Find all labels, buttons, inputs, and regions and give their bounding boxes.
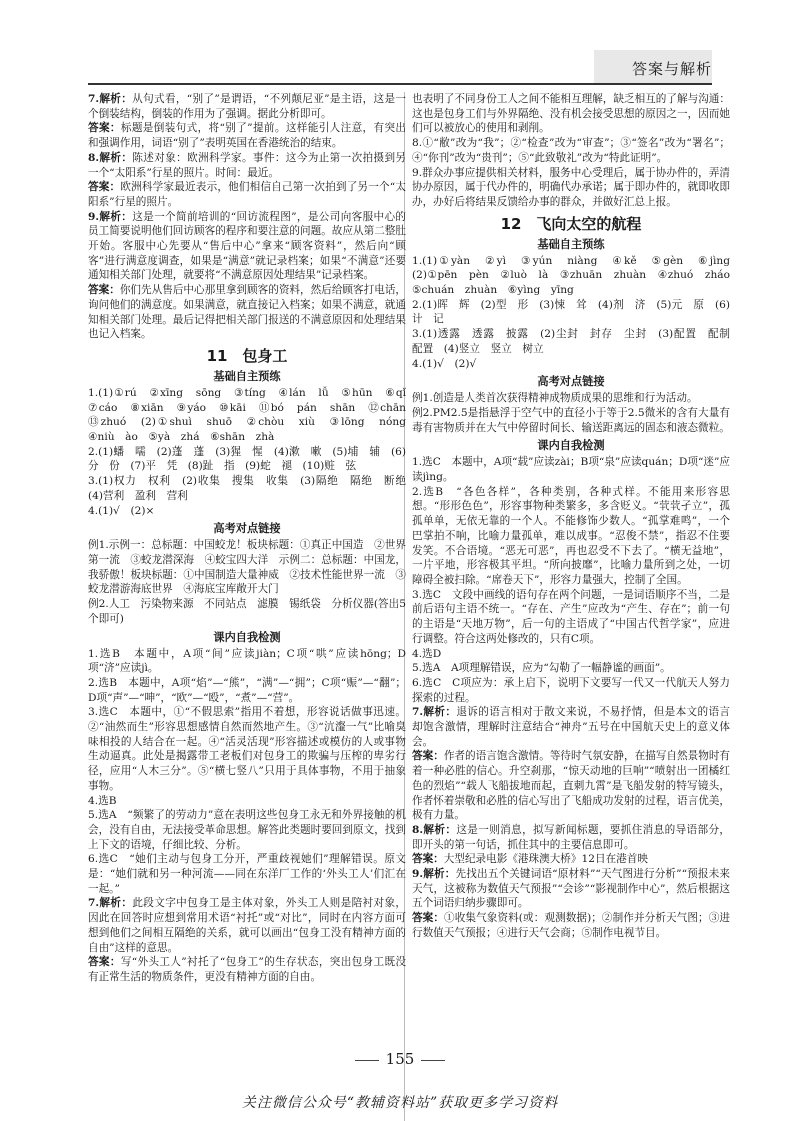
answer-text: 作者的语言饱含激情。等待时气氛安静，在描写自然景物时有着一种必胜的信心。升空刹那，“惊天动地的巨响”“喷射出一团橘红色的烈焰”“载人飞船拔地而起，直刺九霄”是飞船发射的特写镜头，作者怀着崇敬和必胜的信心写出了飞船成功发射的过程，语言优美，极有力量。: [412, 750, 731, 822]
answer-text: 这是一个简前培训的“回访流程图”，是公司向客服中心的员工简要说明他们回访顾客的程序和要注意的问题。故应从第二整肚开始。客服中心先要从“售后中心”拿来“顾客资料”，然后向“顾客”进行满意度调查，如果是“满意”就记录档案；如果“不满意”还要通知相关部门处理，就要将“不满意原因处理结果”记录档案。: [88, 210, 406, 282]
answer-paragraph: [88, 210, 406, 284]
answer-text: 5.选A “频繁了的劳动力”意在表明这些包身工永无和外界接触的机会，没有自由，无法接受革命思想。解答此类题时要回到原文，找到上下文的语境，仔细比较、分析。: [88, 809, 406, 851]
answer-label: 7.解析：: [88, 897, 133, 910]
answer-text: 2.(1)蟠 嚅 (2)蓬 蓬 (3)猩 惺 (4)漱 嗽 (5)埔 辅 (6)分 份 (7)平 凭 (8)趾 指 (9)蛇 褪 (10)赃 弦: [88, 445, 406, 473]
answer-text: 先找出五个关键词语“原材料”“天气图进行分析”“预报未来天气，这被称为数值天气预报”“会诊”“影视制作中心”，然后根据这五个词语归纳步骤即可。: [412, 868, 730, 910]
answer-paragraph: [412, 749, 730, 823]
answer-paragraph: [412, 92, 730, 136]
answer-paragraph: [88, 180, 406, 209]
answer-text: 3.(1)权力 权利 (2)收集 搜集 收集 (3)隔绝 隔绝 断绝 (4)营利 盈利 营利: [88, 475, 417, 502]
answer-text: 2.(1)晖 辉 (2)型 形 (3)悚 耸 (4)剂 济 (5)元 原 (6)计 记: [412, 298, 730, 326]
answer-text: 4.选D: [412, 647, 442, 660]
answer-label: 8.解析：: [88, 151, 133, 164]
answer-label: 答案：: [88, 284, 120, 297]
answer-text: 陈述对象：欧洲科学家。事件：这今为止第一次拍摄到另一个“太阳系”行星的照片。时间：最近。: [88, 151, 407, 179]
answer-paragraph: [88, 151, 406, 180]
answer-text: 3.选C 文段中画线的语句存在两个问题，一是词语顺序不当，二是前后语句主语不统一。“存在、产生”应改为“产生、存在”；前一句的主语是“天地万物”，后一句的主语成了“中国古代哲学家”，应进行调整。符合这两处修改的，只有C项。: [412, 588, 730, 645]
answer-paragraph: [88, 705, 406, 793]
answer-label: 9.解析：: [412, 868, 456, 881]
answer-paragraph: [412, 406, 730, 435]
answer-text: 欧洲科学家最近表示，他们相信自己第一次拍到了另一个“太阳系”行星的照片。: [88, 181, 406, 208]
section-heading: 高考对点链接: [537, 375, 605, 389]
answer-paragraph: [412, 166, 730, 210]
right-column: [412, 92, 741, 941]
answer-paragraph: [412, 705, 730, 749]
answer-text: 2.选B “各色各样”，各种类别，各种式样。不能用来形容思想。“形形色色”，形容事物种类繁多，多含贬义。“茕茕孑立”，孤孤单单，无依无靠的一个人。不能修饰少数人。“孤掌难鸣”，一个巴掌拍不响，比喻力量孤单，难以成事。“忍俊不禁”，指忍不住要发笑。不合语境。“恶无可恶”，再也忍受不下去了。“横无益地”，一片平地，形容极其平坦。“所向披靡”，比喻力量所到之处，一切障碍全被扫除。“席卷天下”，形容力量强大，控制了全国。: [412, 485, 730, 586]
answer-label: 答案：: [412, 750, 444, 763]
answer-label: 8.解析：: [412, 823, 457, 836]
answer-paragraph: [412, 647, 730, 662]
answer-text: 5.选A A项理解错误，应为“勾勒了一幅静谧的画面”。: [412, 662, 671, 675]
answer-paragraph: [88, 474, 417, 503]
answer-paragraph: [88, 955, 406, 984]
answer-text: 从句式看，“别了”是谓语，“不列颠尼亚”是主语，这是一个倒装结构，倒装的作用为了强调。据此分析即可。: [88, 93, 406, 120]
answer-text: 1.选B 本题中，A项“间”应读jiàn；C项“哄”应读hōng；D项“济”应读jì。: [88, 647, 406, 675]
answer-paragraph: [88, 597, 406, 626]
answer-text: 写“外头工人”衬托了“包身工”的生存状态，突出包身工既没有正常生活的物质条件，更没有精神方面的自由。: [88, 956, 406, 983]
section-heading: 基础自主预练: [537, 237, 605, 251]
answer-paragraph: [88, 504, 406, 519]
answer-text: 例2.人工 污染物来源 不同站点 滤膜 锡纸袋 分析仪器(答出5个即可): [88, 598, 406, 625]
answer-text: 3.选C 本题中，①“不假思索”指用不着想，形容说话做事迅速。②“油然而生”形容思想感情自然而然地产生。③“沆瀣一气”比喻臭味相投的人结合在一起。④“活灵活现”形容描述或模仿的人或事物生动逼真。此处是揭露带工老板们对包身工的欺骗与压榨的卑劣行径，应用“人木三分”。⑤“横七竖八”只用于具体事物，不用于抽象事物。: [88, 706, 406, 792]
answer-paragraph: [88, 794, 406, 809]
answer-text: 2.选B 本题中，A项“焰”—“熊”，“满”—“拥”；C项“赈”—“翻”；D项“声”—“呻”，“欧”—“殴”，“煮”—“营”。: [88, 676, 406, 704]
answer-paragraph: [88, 676, 406, 705]
page-header: [88, 50, 712, 85]
answer-label: 答案：: [412, 912, 445, 925]
answer-paragraph: [412, 588, 730, 647]
answer-paragraph: [412, 391, 730, 406]
answer-text: 大型纪录电影《港珠澳大桥》12日在港首映: [443, 853, 648, 866]
answer-text: 6.选C C项应为：承上启下，说明下文要写一代又一代航天人努力探索的过程。: [412, 676, 730, 704]
lesson-title: 12 飞向太空的航程: [500, 214, 642, 233]
answer-label: 7.解析：: [412, 706, 457, 719]
answer-label: 答案：: [88, 956, 121, 969]
answer-paragraph: [412, 911, 730, 940]
answer-text: 9.群众办事应提供相关材料，服务中心受理后，属于协办件的，弄清协办原因，属于代办件的，明确代办承诺；属于即办件的，就即收即办，办好后将结果反馈给办事的群众，并做好汇总上报。: [412, 166, 730, 208]
section-heading: 课内自我检测: [213, 630, 281, 644]
answer-paragraph: [88, 808, 406, 852]
answer-text: 1.(1)①yàn ②yì ③yún niàng ④kě ⑤gèn ⑥jìng (2)①pēn pèn ②luò là ③zhuān zhuàn ④zhuó zháo ⑤chuán zhuàn ⑥yìng yīng: [412, 254, 741, 297]
answer-paragraph: [412, 327, 741, 356]
answer-label: 答案：: [88, 181, 121, 194]
answer-text: ①收集气象资料(或：观测数据)；②制作并分析天气图；③进行数值天气预报；④进行天气会商；⑤制作电视节目。: [412, 912, 731, 939]
answer-paragraph: [88, 283, 406, 342]
answer-text: 例1.创造是人类首次获得精神成物质成果的思维和行为活动。: [412, 392, 698, 405]
answer-paragraph: [88, 896, 406, 955]
answer-text: 4.(1)√ (2)√: [412, 357, 477, 370]
section-heading: 课内自我检测: [537, 439, 605, 453]
answer-paragraph: [412, 852, 730, 867]
answer-text: 6.选C “她们主动与包身工分开，严重歧视她们”理解错误。原文是：“她们就和另一种河流——同在东洋厂工作的‘外头工人’们汇在一起。”: [88, 853, 406, 895]
answer-text: 标题是倒装句式，将“别了”提前。这样能引人注意，有突出和强调作用，词语“别了”表明英国在香港统治的结束。: [88, 122, 406, 150]
answer-label: 7.解析：: [88, 93, 133, 105]
answer-label: 答案：: [88, 122, 121, 135]
left-column: [88, 92, 417, 985]
answer-paragraph: [412, 867, 730, 911]
answer-paragraph: [412, 357, 730, 372]
answer-paragraph: [88, 647, 406, 676]
header-title: 答案与解析: [631, 60, 712, 78]
answer-paragraph: [88, 445, 406, 474]
page-number-text: 155: [348, 1050, 453, 1068]
answer-paragraph: [412, 254, 741, 298]
answer-paragraph: [412, 676, 730, 705]
footer-note: 关注微信公众号“教辅资料站”获取更多学习资料: [241, 1095, 559, 1111]
answer-paragraph: [412, 136, 730, 165]
answer-text: 例2.PM2.5是指悬浮于空气中的直径小于等于2.5微米的含有大量有毒有害物质并在大气中停留时间长、输送距离远的固态和液态微粒。: [412, 406, 730, 434]
section-heading: 基础自主预练: [213, 369, 281, 383]
lesson-title: 11 包身工: [206, 346, 288, 365]
answer-text: 4.选B: [88, 794, 117, 807]
answer-text: 例1.示例一：总标题：中国蛟龙！板块标题：①真正中国造 ②世界第一流 ③蛟龙潜深海 ④蛟宝四大洋 示例二：总标题：中国龙，我骄傲！板块标题：①中国制造大量神威 ②技术性能世界一流 ③蛟龙潜游海底世界 ④海底宝库敞开大门: [88, 539, 406, 596]
answer-paragraph: [412, 298, 730, 327]
answer-paragraph: [412, 485, 730, 588]
answer-text: 此段文字中包身工是主体对象，外头工人则是陪衬对象，因此在回答时应想到常用术语“衬托”或“对比”，同时在内容方面可想到他们之间相互隔绝的关系，就可以画出“包身工没有精神方面的自由”这样的意思。: [88, 897, 407, 954]
answer-paragraph: [88, 121, 406, 150]
answer-text: 8.①“敝”改为“我”；②“检查”改为“审查”；③“签名”改为“署名”；④“你刊”改为“贵刊”；⑤“此致敬礼”改为“特此证明”。: [412, 137, 730, 164]
answer-text: 1.(1)①rú ②xīng sōng ③tíng ④lán lǚ ⑤hūn ⑥qǐ ⑦cáo ⑧xiān ⑨yáo ⑩kāi ⑪bó pán shān ⑫chān ⑬zhuó (2)①shuì shuō ②chòu xiù ③lōng nóng ④niù ào ⑤yà zhá ⑥shān zhà: [88, 386, 417, 444]
answer-paragraph: [88, 538, 406, 597]
answer-paragraph: [412, 823, 730, 852]
answer-text: 你们先从售后中心那里拿到顾客的资料，然后给顾客打电话，询问他们的满意度。如果满意，就直接记入档案；如果不满意，就通知相关部门处理。最后记得把相关部门报送的不满意原因和处理结果也记入档案。: [88, 284, 407, 341]
answer-paragraph: [412, 455, 730, 484]
answer-paragraph: [412, 661, 730, 676]
section-heading: 高考对点链接: [213, 522, 281, 536]
answer-text: 1.选C 本题中，A项“载”应读zài；B项“泉”应读quán；D项“迷”应读jìng。: [412, 456, 730, 484]
answer-paragraph: [88, 852, 406, 896]
answer-text: 这是一则消息，拟写新闻标题，要抓住消息的导语部分，即开头的第一句话，抓住其中的主要信息即可。: [412, 823, 731, 851]
answer-text: 也表明了不同身份工人之间不能相互理解，缺乏相互的了解与沟通：这也是包身工们与外界隔绝、没有机会接受思想的原因之一，因而她们可以被放心的使用和剥削。: [412, 93, 730, 135]
page-number: [0, 1050, 800, 1068]
answer-paragraph: [88, 386, 417, 445]
answer-label: 9.解析：: [88, 210, 133, 223]
answer-text: 4.(1)√ (2)×: [88, 504, 155, 517]
answer-text: 退诉的语言相对于散文来说，不易抒情，但是本文的语言却饱含激情，理解时注意结合“神舟”五号在中国航天史上的意义体会。: [412, 706, 731, 748]
answer-label: 答案：: [412, 853, 444, 866]
answer-text: 3.(1)透露 透露 披露 (2)尘封 封存 尘封 (3)配置 配制 配置 (4)竖立 竖立 树立: [412, 328, 741, 355]
answer-paragraph: [88, 92, 406, 121]
